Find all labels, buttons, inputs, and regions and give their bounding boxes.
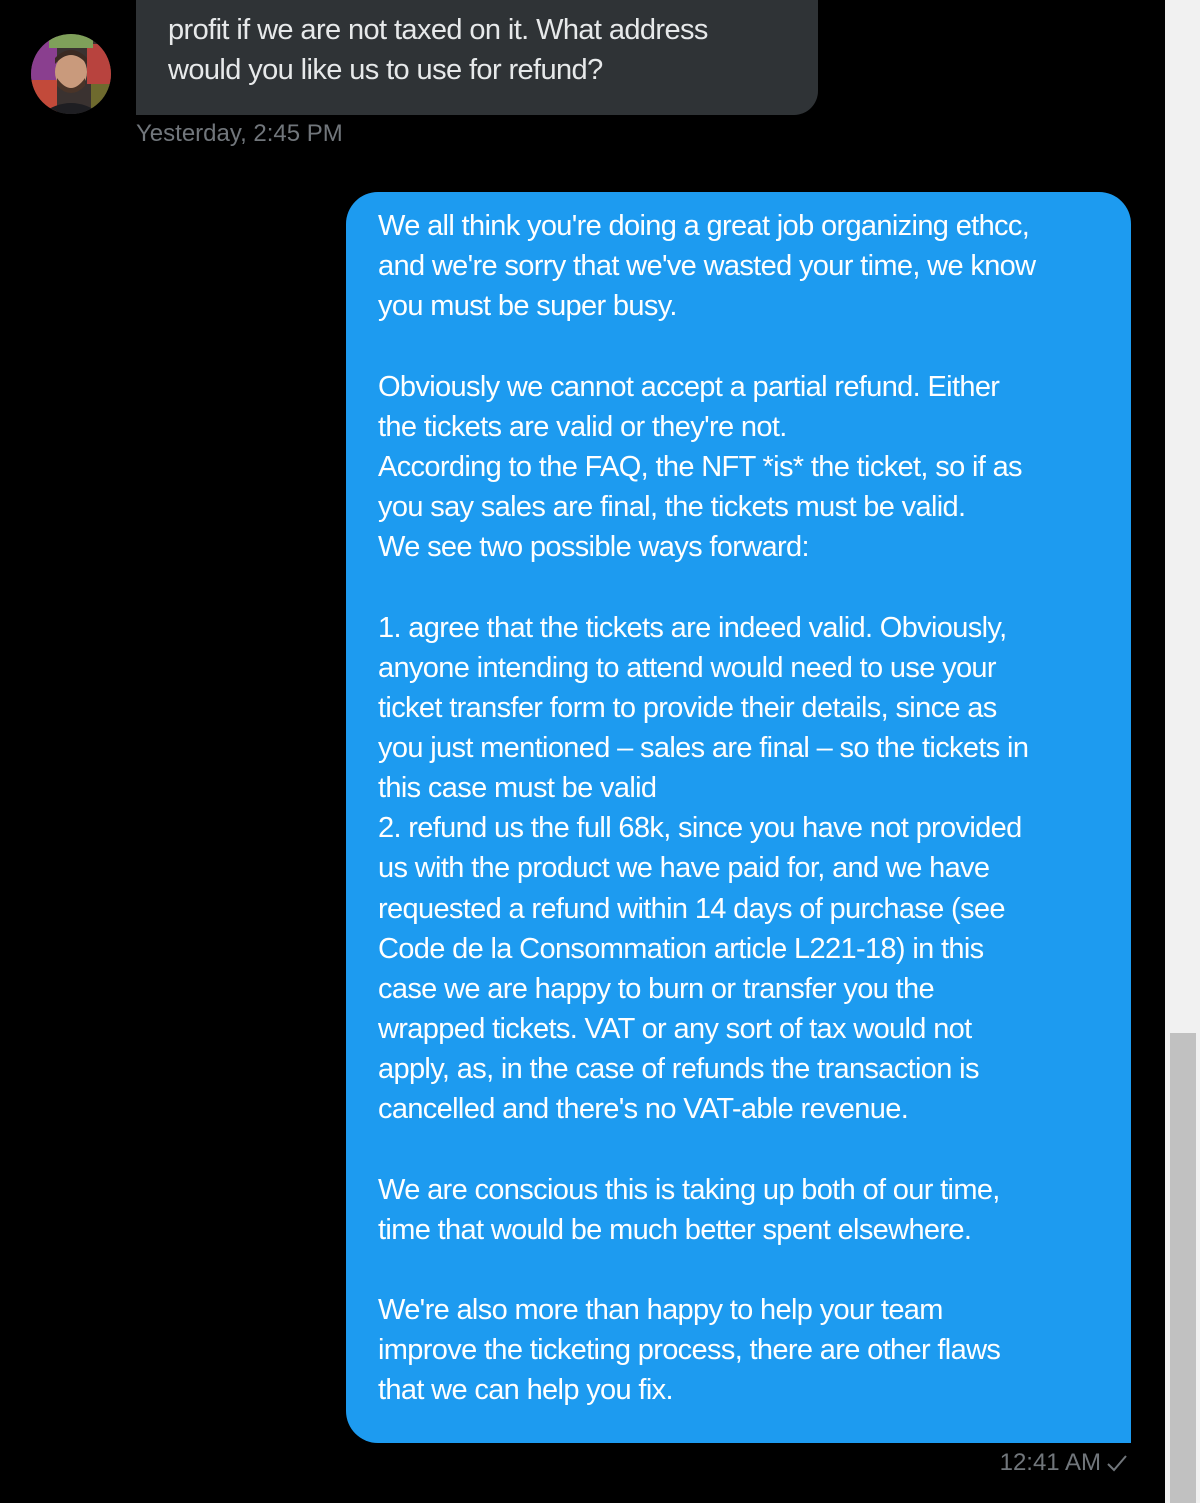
message-line: and we're sorry that we've wasted your time, we know [378, 250, 1036, 283]
scrollbar-thumb[interactable] [1170, 1033, 1196, 1503]
message-line: anyone intending to attend would need to use your [378, 651, 996, 684]
scrollbar[interactable] [1165, 0, 1200, 1503]
message-line: us with the product we have paid for, and we have [378, 852, 990, 885]
message-line: you just mentioned – sales are final – so the tickets in [378, 732, 1029, 764]
outgoing-timestamp: 12:41 AM [999, 1449, 1101, 1476]
message-blank-line [378, 567, 1111, 607]
avatar-image [31, 34, 111, 114]
message-line: requested a refund within 14 days of purchase (see [378, 892, 1005, 925]
check-icon [1105, 1451, 1129, 1475]
message-line: apply, as, in the case of refunds the transaction is [378, 1053, 979, 1086]
message-line: We all think you're doing a great job organizing ethcc, [378, 210, 1030, 242]
message-line: this case must be valid [378, 772, 657, 805]
incoming-message-bubble[interactable] [136, 0, 818, 115]
message-line: ticket transfer form to provide their details, since as [378, 691, 997, 724]
message-line: We see two possible ways forward: [378, 531, 809, 564]
outgoing-timestamp-row [1000, 1447, 1129, 1479]
message-line: profit if we are not taxed on it. What address [168, 14, 708, 46]
message-line: 2. refund us the full 68k, since you have not provided [378, 812, 1022, 845]
message-line: that we can help you fix. [378, 1374, 673, 1407]
incoming-timestamp: Yesterday, 2:45 PM [136, 120, 343, 147]
message-line: We are conscious this is taking up both of our time, [378, 1173, 1000, 1206]
message-blank-line [378, 1250, 1111, 1290]
message-line: Code de la Consommation article L221-18) in this [378, 932, 984, 965]
message-line: cancelled and there's no VAT-able revenue. [378, 1093, 909, 1126]
message-line: you must be super busy. [378, 290, 677, 323]
avatar[interactable] [31, 34, 111, 114]
message-line: case we are happy to burn or transfer you the [378, 972, 934, 1005]
message-line: you say sales are final, the tickets must be valid. [378, 491, 966, 524]
message-line: 1. agree that the tickets are indeed valid. Obviously, [378, 611, 1007, 644]
outgoing-message-bubble[interactable] [346, 192, 1131, 1443]
message-line: wrapped tickets. VAT or any sort of tax would not [378, 1013, 972, 1046]
message-line: would you like us to use for refund? [168, 54, 603, 86]
message-line: According to the FAQ, the NFT *is* the ticket, so if as [378, 450, 1022, 483]
message-line: time that would be much better spent elsewhere. [378, 1213, 972, 1246]
message-line: We're also more than happy to help your team [378, 1294, 943, 1327]
message-blank-line [378, 1130, 1111, 1170]
message-line: improve the ticketing process, there are other flaws [378, 1334, 1001, 1367]
message-line: Obviously we cannot accept a partial refund. Either [378, 370, 1000, 403]
message-blank-line [378, 326, 1111, 366]
message-line: the tickets are valid or they're not. [378, 410, 787, 443]
